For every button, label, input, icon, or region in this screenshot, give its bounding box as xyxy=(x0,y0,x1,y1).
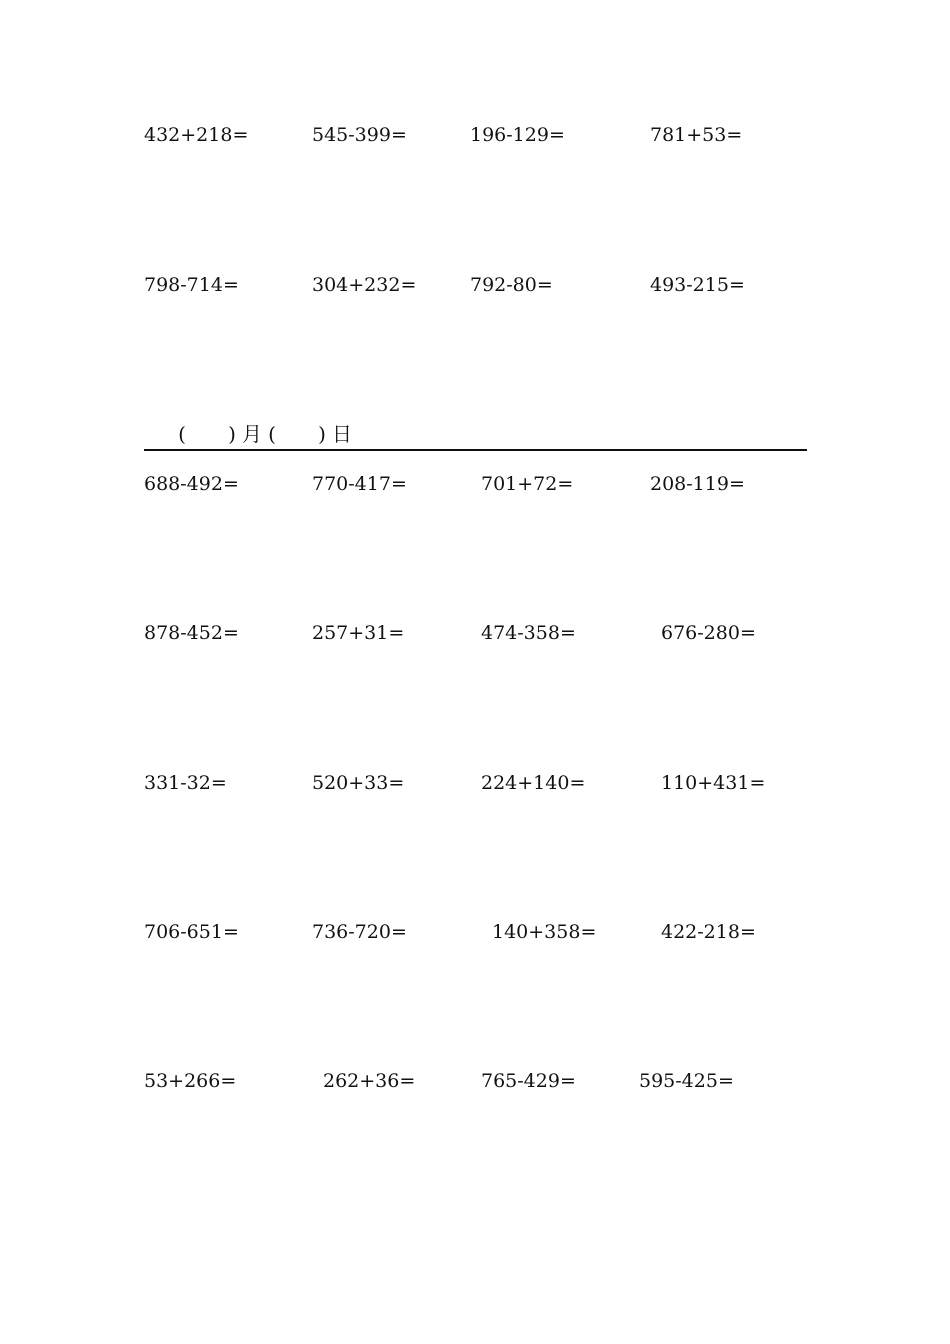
problem-12: 208-119= xyxy=(650,473,745,495)
problem-4: 781+53= xyxy=(650,124,743,146)
problem-1: 432+218= xyxy=(144,124,249,146)
problem-14: 257+31= xyxy=(312,622,405,644)
problem-19: 224+140= xyxy=(481,772,586,794)
problem-3: 196-129= xyxy=(470,124,565,146)
problem-16: 676-280= xyxy=(661,622,756,644)
problem-5: 798-714= xyxy=(144,274,239,296)
problem-6: 304+232= xyxy=(312,274,417,296)
date-header xyxy=(172,422,352,446)
problem-7: 792-80= xyxy=(470,274,553,296)
problem-22: 736-720= xyxy=(312,921,407,943)
problem-18: 520+33= xyxy=(312,772,405,794)
problem-11: 701+72= xyxy=(481,473,574,495)
problem-24: 422-218= xyxy=(661,921,756,943)
problem-9: 688-492= xyxy=(144,473,239,495)
day-close-paren: ) xyxy=(318,422,326,446)
problem-25: 53+266= xyxy=(144,1070,237,1092)
problem-17: 331-32= xyxy=(144,772,227,794)
problem-27: 765-429= xyxy=(481,1070,576,1092)
problem-2: 545-399= xyxy=(312,124,407,146)
problem-10: 770-417= xyxy=(312,473,407,495)
header-rule xyxy=(144,449,807,451)
problem-20: 110+431= xyxy=(661,772,766,794)
problem-8: 493-215= xyxy=(650,274,745,296)
day-open-paren: ( xyxy=(268,422,276,446)
month-label: 月 xyxy=(242,422,262,446)
month-open-paren: ( xyxy=(178,422,186,446)
problem-13: 878-452= xyxy=(144,622,239,644)
day-label: 日 xyxy=(332,422,352,446)
problem-26: 262+36= xyxy=(323,1070,416,1092)
problem-23: 140+358= xyxy=(492,921,597,943)
month-close-paren: ) xyxy=(228,422,236,446)
problem-21: 706-651= xyxy=(144,921,239,943)
problem-15: 474-358= xyxy=(481,622,576,644)
problem-28: 595-425= xyxy=(639,1070,734,1092)
